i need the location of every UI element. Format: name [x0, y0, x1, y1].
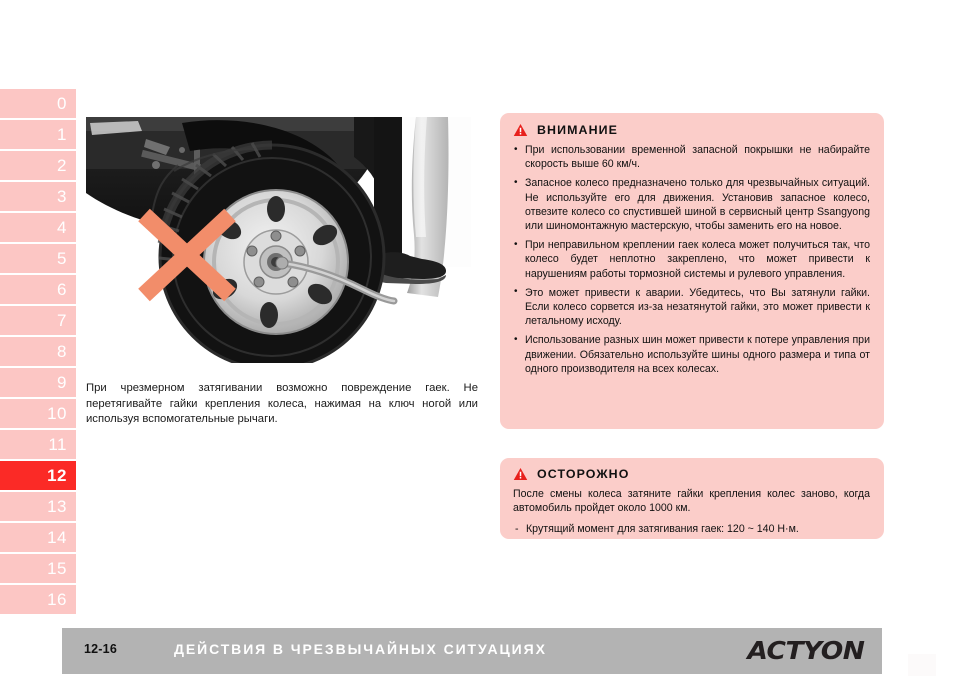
sidebar-tab-label: 7	[57, 310, 67, 330]
caution-bullet-item: • При неправильном креплении гаек колеса может получиться так, что колесо будет неплотно закреплено, что может привести к нарушениям работы тормозной системы и рулевого управления.	[513, 238, 870, 281]
warning-triangle-icon	[513, 467, 528, 481]
chapter-tab-strip	[0, 89, 76, 616]
sidebar-tab-label: 5	[57, 248, 67, 268]
corner-mark	[908, 654, 936, 676]
caution-bullet-item: • Это может привести к аварии. Убедитесь, что Вы затянули гайки. Если колесо сорвется из-за незатянутой гайки, это может привести к летальному исходу.	[513, 286, 870, 329]
wheel-photo-illustration	[86, 117, 471, 372]
wheel-photo	[86, 117, 471, 372]
sidebar-tab-15[interactable]	[0, 554, 76, 583]
sidebar-tab-label: 3	[57, 186, 67, 206]
footer-section-title: ДЕЙСТВИЯ В ЧРЕЗВЫЧАЙНЫХ СИТУАЦИЯХ	[174, 641, 547, 657]
footer-page-number: 12-16	[84, 642, 117, 656]
sidebar-tab-label: 9	[57, 372, 67, 392]
sidebar-tab-label: 16	[47, 589, 67, 609]
sidebar-tab-label: 0	[57, 93, 67, 113]
sidebar-tab-label: 15	[47, 558, 67, 578]
caution-bullet-item: • Запасное колесо предназначено только для чрезвычайных ситуаций. Не используйте его для движения. Установив запасное колесо, отвезите колесо со спустившей шиной в сервисный центр Ssangyong или шиномонтажную мастерскую, чтобы заменить его на новое.	[513, 176, 870, 233]
warning-panel-body: После смены колеса затяните гайки крепления колес заново, когда автомобиль пройдет около 1000 км.	[513, 488, 870, 515]
actyon-logo: ACTYON	[747, 636, 864, 665]
warning-panel-title: ОСТОРОЖНО	[537, 467, 630, 481]
sidebar-tab-10[interactable]	[0, 399, 76, 428]
sidebar-tab-label: 4	[57, 217, 67, 237]
sidebar-tab-4[interactable]	[0, 213, 76, 242]
sidebar-tab-8[interactable]	[0, 337, 76, 366]
sidebar-tab-13[interactable]	[0, 492, 76, 521]
caution-panel-title: ВНИМАНИЕ	[537, 123, 618, 137]
warning-panel-header	[513, 467, 870, 481]
sidebar-tab-label: 8	[57, 341, 67, 361]
warning-triangle-icon	[513, 123, 528, 137]
caution-panel-header	[513, 123, 870, 137]
sidebar-tab-2[interactable]	[0, 151, 76, 180]
sidebar-tab-label: 1	[57, 124, 67, 144]
sidebar-tab-11[interactable]	[0, 430, 76, 459]
page-footer	[62, 628, 882, 674]
caution-bullet-list	[513, 143, 870, 376]
warning-panel-note: - Крутящий момент для затягивания гаек: 120 ~ 140 Н·м.	[513, 522, 870, 536]
caution-bullet-item: • При использовании временной запасной покрышки не набирайте скорость выше 60 км/ч.	[513, 143, 870, 171]
sidebar-tab-label: 13	[47, 496, 67, 516]
sidebar-tab-label: 14	[47, 527, 67, 547]
caution-panel	[500, 113, 884, 429]
sidebar-tab-label: 10	[47, 403, 67, 423]
sidebar-tab-label: 2	[57, 155, 67, 175]
sidebar-tab-9[interactable]	[0, 368, 76, 397]
warning-panel	[500, 458, 884, 539]
sidebar-tab-7[interactable]	[0, 306, 76, 335]
sidebar-tab-12[interactable]	[0, 461, 76, 490]
sidebar-tab-0[interactable]	[0, 89, 76, 118]
sidebar-tab-5[interactable]	[0, 244, 76, 273]
sidebar-tab-1[interactable]	[0, 120, 76, 149]
sidebar-tab-16[interactable]	[0, 585, 76, 614]
figure-caption: При чрезмерном затягивании возможно повреждение гаек. Не перетягивайте гайки крепления колеса, нажимая на ключ ногой или используя вспомогательные рычаги.	[86, 382, 478, 425]
sidebar-tab-label: 12	[47, 465, 67, 485]
sidebar-tab-label: 6	[57, 279, 67, 299]
sidebar-tab-14[interactable]	[0, 523, 76, 552]
sidebar-tab-3[interactable]	[0, 182, 76, 211]
caution-bullet-item: • Использование разных шин может привести к потере управления при движении. Обязательно используйте шины одного размера и типа от одного производителя на всех колесах.	[513, 333, 870, 376]
sidebar-tab-label: 11	[48, 434, 67, 454]
sidebar-tab-6[interactable]	[0, 275, 76, 304]
